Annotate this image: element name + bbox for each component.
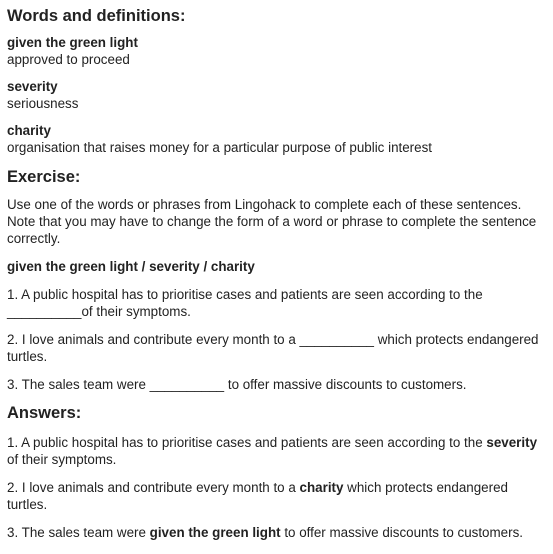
exercise-question <box>7 286 546 320</box>
definition-term: given the green light <box>7 35 138 50</box>
definition-meaning: approved to proceed <box>7 52 130 67</box>
exercise-question <box>7 376 546 393</box>
question-line: 2. I love animals and contribute every month to a __________ which protects endangered <box>7 332 539 347</box>
answers-heading: Answers: <box>7 404 82 422</box>
exercise-wordlist: given the green light / severity / charity <box>7 259 255 274</box>
definition-item <box>7 78 546 112</box>
definitions-heading: Words and definitions: <box>7 7 186 25</box>
exercise-heading: Exercise: <box>7 168 81 186</box>
answer-text: 3. The sales team were <box>7 525 150 540</box>
answer-keyword: severity <box>486 435 538 450</box>
answer-text: of their symptoms. <box>7 452 117 467</box>
definition-term: charity <box>7 123 51 138</box>
question-line: turtles. <box>7 349 48 364</box>
answer-text: 1. A public hospital has to prioritise cases and patients are seen according to the <box>7 435 487 450</box>
answer-text: to offer massive discounts to customers. <box>280 525 523 540</box>
question-line: 1. A public hospital has to prioritise cases and patients are seen according to the <box>7 287 483 302</box>
answer-text: turtles. <box>7 497 48 512</box>
question-line: 3. The sales team were __________ to offer massive discounts to customers. <box>7 377 467 392</box>
answer-item <box>7 524 546 541</box>
answer-keyword: charity <box>299 480 344 495</box>
answer-item <box>7 479 546 513</box>
answer-text: which protects endangered <box>343 480 508 495</box>
exercise-question <box>7 331 546 365</box>
definition-item <box>7 34 546 68</box>
definition-meaning: organisation that raises money for a particular purpose of public interest <box>7 140 433 155</box>
answer-keyword: given the green light <box>149 525 281 540</box>
question-line: __________of their symptoms. <box>7 304 191 319</box>
answer-item <box>7 434 546 468</box>
answer-text: 2. I love animals and contribute every month to a <box>7 480 300 495</box>
exercise-instructions: Use one of the words or phrases from Lingohack to complete each of these sentences. Note that you may have to change the form of a word or phrase to complete the sentence correctly. <box>7 197 537 246</box>
definition-term: severity <box>7 79 58 94</box>
definition-item <box>7 122 546 156</box>
definition-meaning: seriousness <box>7 96 79 111</box>
